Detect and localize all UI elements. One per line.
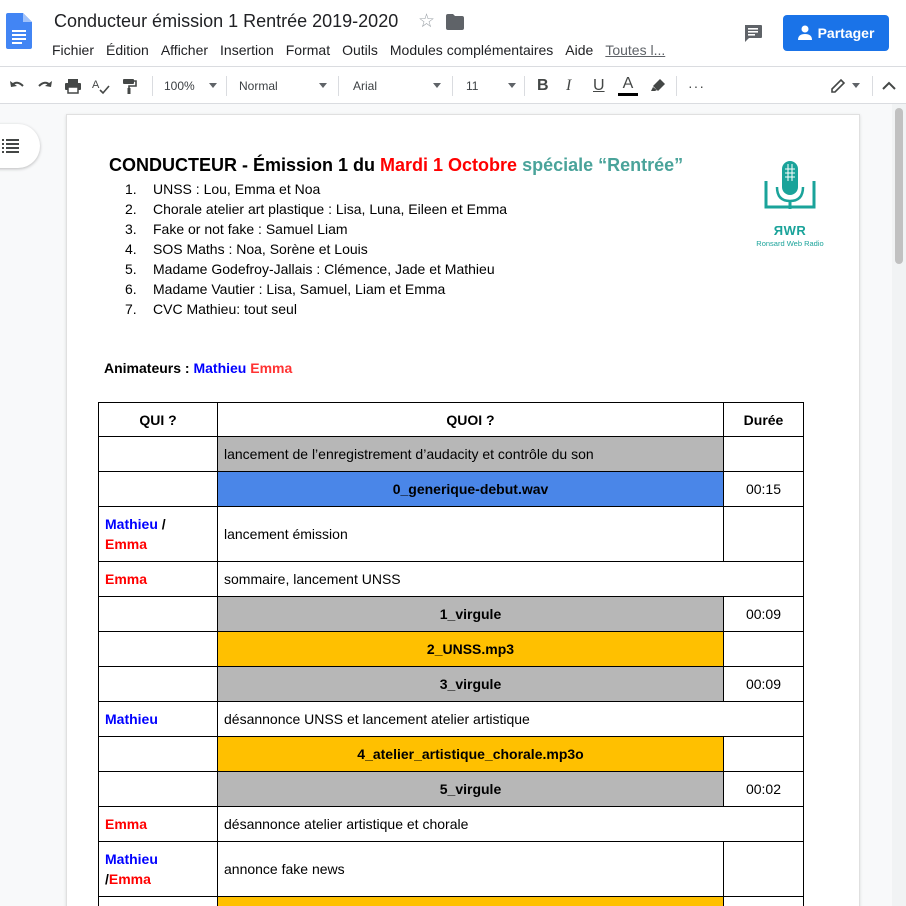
table-row	[99, 702, 804, 737]
chevron-down-icon	[508, 83, 516, 88]
print-button[interactable]	[64, 67, 82, 104]
cell-quoi[interactable]: 0_generique-debut.wav	[218, 472, 724, 507]
table-row	[99, 842, 804, 897]
spellcheck-icon	[92, 77, 110, 95]
cell-quoi[interactable]: lancement de l’enregistrement d’audacity et contrôle du son	[218, 437, 724, 472]
animateurs-line[interactable]: Animateurs : Mathieu Emma	[104, 360, 293, 376]
cell-quoi[interactable]: 4_atelier_artistique_chorale.mp3o	[218, 737, 724, 772]
cell-duree[interactable]	[724, 507, 804, 562]
menu-fichier[interactable]: Fichier	[52, 42, 95, 58]
cell-qui[interactable]	[99, 897, 218, 906]
cell-qui[interactable]: Mathieu /Emma	[99, 842, 218, 897]
heading-prefix: CONDUCTEUR - Émission 1 du	[109, 155, 381, 175]
cell-duree[interactable]: 00:15	[724, 472, 804, 507]
cell-qui[interactable]: Mathieu	[99, 702, 218, 737]
table-row	[99, 597, 804, 632]
animateur-mathieu: Mathieu	[193, 360, 247, 376]
undo-icon	[8, 77, 26, 95]
table-header-row	[99, 403, 804, 437]
microphone-icon	[750, 159, 830, 221]
docs-logo-icon[interactable]	[6, 13, 32, 49]
cell-duree[interactable]	[724, 437, 804, 472]
cell-qui[interactable]	[99, 437, 218, 472]
highlight-icon	[650, 78, 666, 94]
paint-format-button[interactable]	[120, 67, 138, 104]
menu-aide[interactable]: Aide	[565, 42, 594, 58]
table-row	[99, 807, 804, 842]
menu-edition[interactable]: Édition	[106, 42, 149, 58]
cell-qui[interactable]: Emma	[99, 562, 218, 597]
toolbar-divider	[226, 76, 227, 96]
list-item[interactable]: 4. SOS Maths : Noa, Sorène et Louis	[125, 241, 368, 257]
heading-date: Mardi 1 Octobre	[380, 155, 518, 175]
list-item[interactable]: 2. Chorale atelier art plastique : Lisa, Luna, Eileen et Emma	[125, 201, 508, 217]
cell-qui[interactable]: Emma	[99, 807, 218, 842]
table-row	[99, 667, 804, 702]
table-row	[99, 772, 804, 807]
person-icon	[798, 25, 812, 41]
document-page[interactable]	[66, 114, 860, 906]
cell-duree[interactable]: 00:09	[724, 667, 804, 702]
table-row	[99, 737, 804, 772]
cell-quoi[interactable]: 3_virgule	[218, 667, 724, 702]
text-color-button[interactable]	[618, 67, 638, 104]
cell-quoi[interactable]: 1_virgule	[218, 597, 724, 632]
print-icon	[64, 77, 82, 95]
share-button[interactable]	[783, 15, 889, 51]
cell-qui[interactable]: Mathieu / Emma	[99, 507, 218, 562]
app-header	[0, 0, 906, 66]
cell-quoi[interactable]: sommaire, lancement UNSS	[218, 562, 804, 597]
cell-qui[interactable]	[99, 632, 218, 667]
list-item[interactable]: 6. Madame Vautier : Lisa, Samuel, Liam et Emma	[125, 281, 446, 297]
table-row	[99, 562, 804, 597]
spellcheck-button[interactable]	[92, 67, 110, 104]
toolbar-divider	[338, 76, 339, 96]
toolbar-divider	[676, 76, 677, 96]
cell-duree[interactable]: 00:09	[724, 597, 804, 632]
menu-insertion[interactable]: Insertion	[220, 42, 274, 58]
cell-quoi[interactable]	[218, 897, 724, 906]
menu-outils[interactable]: Outils	[342, 42, 378, 58]
cell-duree[interactable]	[724, 897, 804, 906]
menu-bar	[46, 40, 671, 60]
cell-duree[interactable]	[724, 737, 804, 772]
cell-quoi[interactable]: désannonce atelier artistique et chorale	[218, 807, 804, 842]
collapse-menu-button[interactable]	[882, 67, 896, 104]
toolbar-divider	[152, 76, 153, 96]
comment-icon[interactable]	[742, 22, 764, 44]
cell-duree[interactable]	[724, 632, 804, 667]
share-label: Partager	[817, 25, 875, 41]
text-color-letter: A	[622, 74, 634, 92]
cell-qui[interactable]	[99, 667, 218, 702]
list-item[interactable]: 7. CVC Mathieu: tout seul	[125, 301, 297, 317]
underline-button[interactable]: U	[593, 76, 605, 94]
menu-format[interactable]: Format	[285, 42, 331, 58]
table-row	[99, 632, 804, 667]
font-select[interactable]	[353, 67, 441, 104]
toolbar-divider	[452, 76, 453, 96]
toolbar-divider	[524, 76, 525, 96]
bold-button[interactable]: B	[537, 76, 549, 94]
chevron-down-icon	[319, 83, 327, 88]
document-title[interactable]: Conducteur émission 1 Rentrée 2019-2020	[54, 11, 399, 31]
list-item[interactable]: 1. UNSS : Lou, Emma et Noa	[125, 181, 321, 197]
menu-modules[interactable]: Modules complémentaires	[389, 42, 554, 58]
rundown-table	[98, 402, 804, 906]
cell-quoi[interactable]: annonce fake news	[218, 842, 724, 897]
table-row	[99, 897, 804, 906]
more-button[interactable]: ···	[688, 77, 705, 94]
chevron-down-icon	[852, 83, 860, 88]
heading-special: spéciale “Rentrée”	[517, 155, 684, 175]
paint-format-icon	[120, 77, 138, 95]
logo-subtitle: Ronsard Web Radio	[756, 239, 824, 248]
cell-qui[interactable]	[99, 737, 218, 772]
font-size-value: 11	[466, 78, 479, 93]
italic-button[interactable]: I	[566, 76, 572, 94]
chevron-down-icon	[433, 83, 441, 88]
font-size-select[interactable]	[466, 67, 516, 104]
document-heading[interactable]	[109, 155, 683, 176]
folder-icon[interactable]	[446, 14, 464, 30]
pencil-icon	[830, 78, 846, 94]
list-item[interactable]: 3. Fake or not fake : Samuel Liam	[125, 221, 348, 237]
table-row	[99, 507, 804, 562]
cell-duree[interactable]	[724, 842, 804, 897]
star-icon[interactable]: ☆	[418, 11, 436, 32]
rwr-logo	[750, 159, 830, 253]
animateur-emma: Emma	[250, 360, 293, 376]
svg-text:A: A	[92, 78, 100, 91]
menu-afficher[interactable]: Afficher	[160, 42, 209, 58]
toolbar-divider	[872, 76, 873, 96]
highlight-button[interactable]	[650, 67, 666, 104]
chevron-up-icon	[882, 81, 896, 91]
text-color-bar	[618, 93, 638, 96]
cell-duree[interactable]: 00:02	[724, 772, 804, 807]
menu-last-edit[interactable]: Toutes l...	[605, 42, 666, 58]
cell-quoi[interactable]: 2_UNSS.mp3	[218, 632, 724, 667]
editing-mode-select[interactable]	[830, 67, 860, 104]
cell-qui[interactable]	[99, 472, 218, 507]
redo-icon	[36, 77, 54, 95]
header-duree[interactable]: Durée	[724, 403, 804, 437]
cell-quoi[interactable]: désannonce UNSS et lancement atelier artistique	[218, 702, 804, 737]
header-qui[interactable]: QUI ?	[99, 403, 218, 437]
table-row	[99, 472, 804, 507]
topics-list	[125, 179, 507, 319]
cell-qui[interactable]	[99, 772, 218, 807]
logo-text: ЯWR	[773, 223, 807, 238]
cell-quoi[interactable]: 5_virgule	[218, 772, 724, 807]
formatting-toolbar	[0, 66, 906, 104]
cell-qui[interactable]	[99, 597, 218, 632]
document-outline-button[interactable]	[0, 124, 40, 168]
scrollbar-thumb[interactable]	[895, 108, 903, 264]
redo-button[interactable]	[36, 67, 54, 104]
font-value: Arial	[353, 78, 378, 93]
zoom-value: 100%	[164, 78, 195, 93]
header-quoi[interactable]: QUOI ?	[218, 403, 724, 437]
zoom-select[interactable]	[164, 67, 217, 104]
outline-list-icon	[2, 138, 20, 154]
chevron-down-icon	[209, 83, 217, 88]
style-select[interactable]	[239, 67, 327, 104]
undo-button[interactable]	[8, 67, 26, 104]
list-item[interactable]: 5. Madame Godefroy-Jallais : Clémence, Jade et Mathieu	[125, 261, 495, 277]
table-row	[99, 437, 804, 472]
cell-quoi[interactable]: lancement émission	[218, 507, 724, 562]
style-value: Normal	[239, 78, 278, 93]
